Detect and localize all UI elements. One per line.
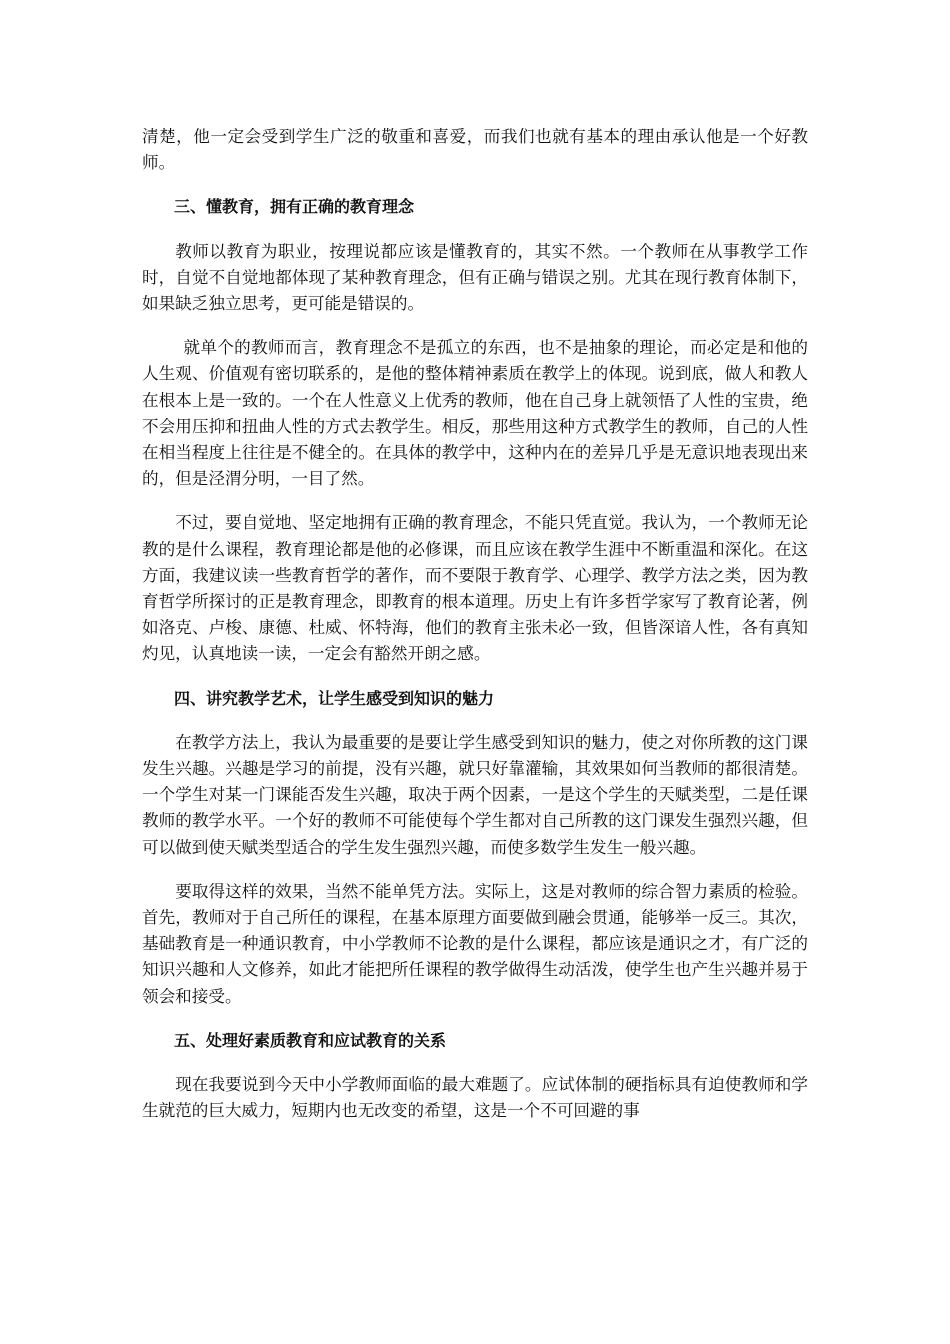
paragraph: 不过，要自觉地、坚定地拥有正确的教育理念，不能只凭直觉。我认为，一个教师无论教的是什么课程，教育理论都是他的必修课，而且应该在教学生涯中不断重温和深化。在这方面，我建议读一些教育哲学的著作，而不要限于教育学、心理学、教学方法之类，因为教育哲学所探讨的正是教育理念，即教育的根本道理。历史上有许多哲学家写了教育论著，例如洛克、卢梭、康德、杜威、怀特海，他们的教育主张未必一致，但皆深谙人性，各有真知灼见，认真地读一读，一定会有豁然开朗之感。 xyxy=(142,513,808,664)
paragraph: 在教学方法上，我认为最重要的是要让学生感受到知识的魅力，使之对你所教的这门课发生兴趣。兴趣是学习的前提，没有兴趣，就只好靠灌输，其效果如何当教师的都很清楚。一个学生对某一门课能否发生兴趣，取决于两个因素，一是这个学生的天赋类型，二是任课教师的教学水平。一个好的教师不可能使每个学生都对自己所教的这门课发生强烈兴趣，但可以做到使天赋类型适合的学生发生强烈兴趣，而使多数学生发生一般兴趣。 xyxy=(142,732,808,857)
paragraph: 就单个的教师而言，教育理念不是孤立的东西，也不是抽象的理论，而必定是和他的人生观、价值观有密切联系的，是他的整体精神素质在教学上的体现。说到底，做人和教人在根本上是一致的。一个在人性意义上优秀的教师，他在自己身上就领悟了人性的宝贵，绝不会用压抑和扭曲人性的方式去教学生。相反，那些用这种方式教学生的教师，自己的人性在相当程度上往往是不健全的。在具体的教学中，这种内在的差异几乎是无意识地表现出来的，但是泾渭分明，一目了然。 xyxy=(142,338,808,489)
section-heading-five: 五、处理好素质教育和应试教育的关系 xyxy=(174,1030,447,1050)
section-heading-four: 四、讲究教学艺术，让学生感受到知识的魅力 xyxy=(174,688,495,708)
document-page xyxy=(142,124,808,1143)
paragraph: 现在我要说到今天中小学教师面临的最大难题了。应试体制的硬指标具有迫使教师和学生就范的巨大威力，短期内也无改变的希望，这是一个不可回避的事 xyxy=(142,1075,808,1121)
paragraph-continued: 清楚，他一定会受到学生广泛的敬重和喜爱，而我们也就有基本的理由承认他是一个好教师。 xyxy=(142,127,808,173)
paragraph: 要取得这样的效果，当然不能单凭方法。实际上，这是对教师的综合智力素质的检验。首先，教师对于自己所任的课程，在基本原理方面要做到融会贯通，能够举一反三。其次，基础教育是一种通识教育，中小学教师不论教的是什么课程，都应该是通识之才，有广泛的知识兴趣和人文修养，如此才能把所任课程的教学做得生动活泼，使学生也产生兴趣并易于领会和接受。 xyxy=(142,881,808,1006)
paragraph: 教师以教育为职业，按理说都应该是懂教育的，其实不然。一个教师在从事教学工作时，自觉不自觉地都体现了某种教育理念，但有正确与错误之别。尤其在现行教育体制下，如果缺乏独立思考，更可能是错误的。 xyxy=(142,241,808,314)
section-heading-three: 三、懂教育，拥有正确的教育理念 xyxy=(174,197,415,217)
